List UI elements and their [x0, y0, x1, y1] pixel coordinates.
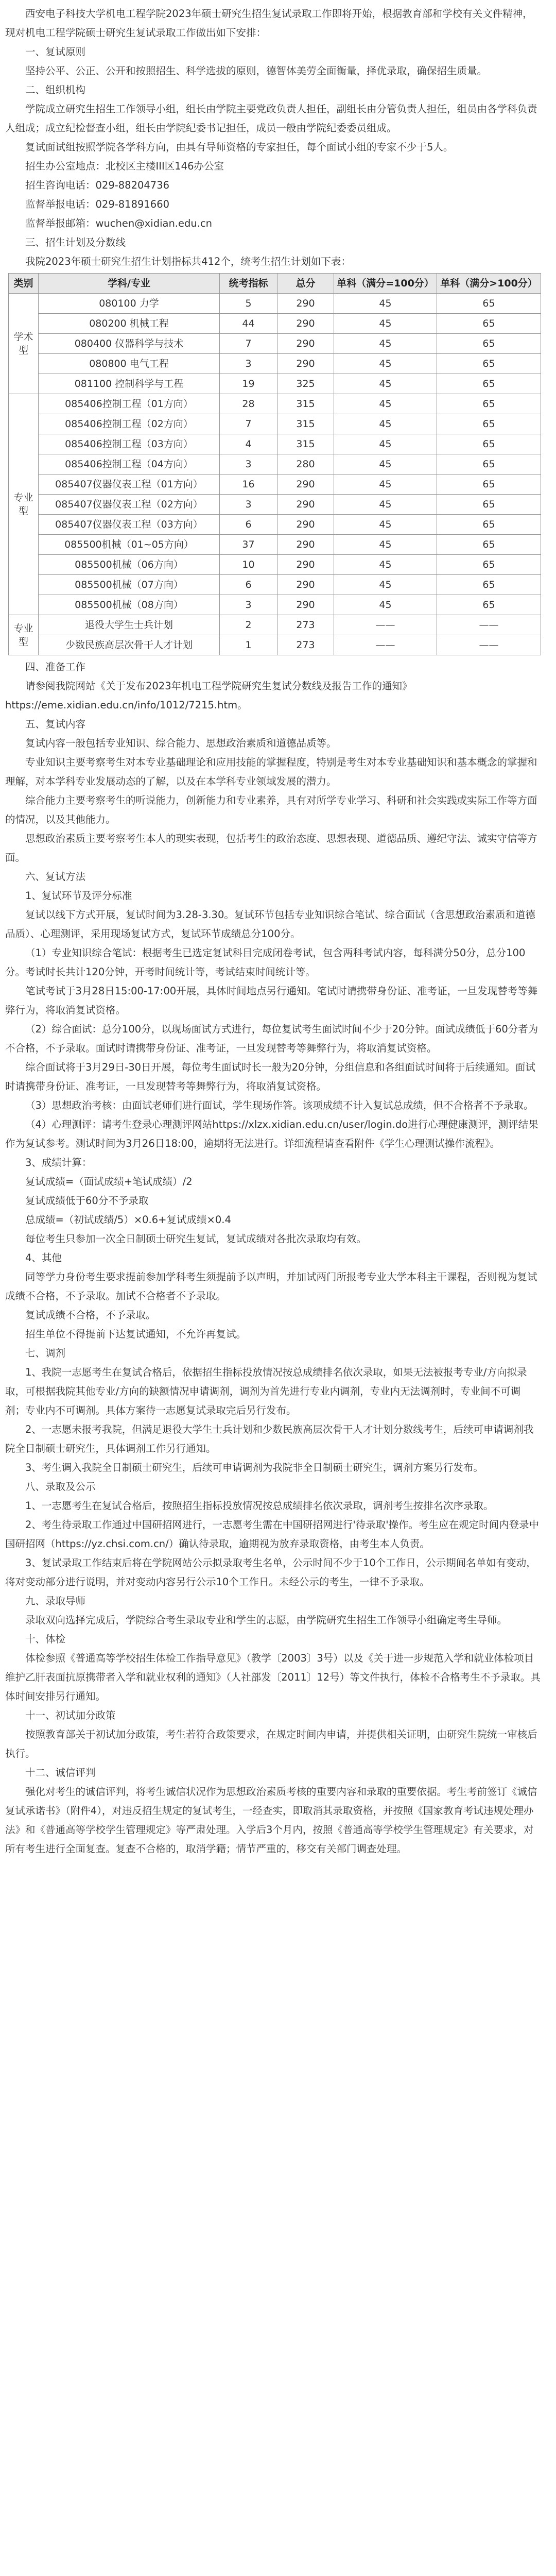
single-150-cell: 65 — [437, 575, 541, 595]
section-2-title: 二、组织机构 — [25, 84, 86, 96]
single-100-cell: 45 — [334, 575, 437, 595]
single-100-cell: 45 — [334, 474, 437, 495]
section-6-sub-3: 3、成绩计算： — [25, 1157, 92, 1168]
formula-retest-score: 复试成绩=（面试成绩+笔试成绩）/2 — [25, 1176, 193, 1188]
section-12-title: 十二、诚信评判 — [25, 1767, 96, 1778]
single-100-cell: 45 — [334, 334, 437, 354]
total-score-cell: 325 — [277, 374, 334, 394]
quota-cell: 2 — [220, 615, 277, 635]
quota-cell: 16 — [220, 474, 277, 495]
table-row — [9, 575, 541, 595]
table-row — [9, 595, 541, 615]
category-cell: 学术型 — [9, 294, 39, 394]
single-100-cell: —— — [334, 635, 437, 655]
section-6-paragraph-1: 复试以线下方式开展，复试时间为3.28-3.30。复试环节包括专业知识综合笔试、综合面试（含思想政治素质和道德品质）、心理测评，采用现场复试方式，复试环节成绩总分100分。 — [5, 909, 535, 940]
total-score-cell: 290 — [277, 354, 334, 374]
header-total: 总分 — [277, 274, 334, 294]
section-6-paragraph-9: 同等学力身份考生要求提前参加学科考生须提前予以声明，并加试两门所报考专业大学本科主干课程，否则视为复试成绩不合格，不予录取。加试不合格者不予录取。 — [5, 1271, 537, 1302]
total-score-cell: 273 — [277, 635, 334, 655]
section-6-title: 六、复试方法 — [25, 871, 86, 883]
total-score-cell: 273 — [277, 615, 334, 635]
single-150-cell: 65 — [437, 515, 541, 535]
section-6-paragraph-6: （3）思想政治考核：由面试老师们进行面试，学生现场作答。该项成绩不计入复试总成绩，但不合格者不予录取。 — [25, 1099, 534, 1111]
major-cell: 080400 仪器科学与技术 — [39, 334, 220, 354]
major-cell: 081100 控制科学与工程 — [39, 374, 220, 394]
section-8-paragraph-1: 1、一志愿考生在复试合格后，按照招生指标投放情况按总成绩排名依次录取，调剂考生按排名次序录取。 — [25, 1500, 494, 1512]
total-score-cell: 290 — [277, 334, 334, 354]
major-cell: 085500机械（01~05方向） — [39, 535, 220, 555]
section-7-paragraph-1: 1、我院一志愿考生在复试合格后，依据招生指标投放情况按总成绩排名依次录取，如果无法被报考专业/方向拟录取，可根据我院其他专业/方向的缺额情况申请调剂，调剂为首先进行专业内调剂，专业内无法调剂时，专业间不可调剂；专业内不可调剂。具体方案待一志愿复试录取完后另行发布。 — [5, 1366, 527, 1416]
total-score-cell: 290 — [277, 474, 334, 495]
quota-cell: 6 — [220, 515, 277, 535]
section-2-paragraph-2: 复试面试组按照学院各学科方向，由具有导师资格的专家担任，每个面试小组的专家不少于5人。 — [25, 141, 454, 153]
table-row — [9, 635, 541, 655]
single-150-cell: 65 — [437, 434, 541, 454]
section-5-paragraph-3: 综合能力主要考察考生的听说能力，创新能力和专业素养，具有对所学专业学习、科研和社会实践或实际工作等方面的情况，以及其他能力。 — [5, 794, 537, 825]
formula-total-score: 总成绩=（初试成绩/5）×0.6+复试成绩×0.4 — [25, 1214, 231, 1226]
report-email[interactable]: 监督举报邮箱：wuchen@xidian.edu.cn — [25, 217, 213, 229]
section-5-paragraph-1: 复试内容一般包括专业知识、综合能力、思想政治素质和道德品质等。 — [25, 737, 337, 749]
single-150-cell: 65 — [437, 495, 541, 515]
table-row — [9, 555, 541, 575]
report-phone: 监督举报电话：029-81891660 — [25, 198, 170, 210]
intro-paragraph: 西安电子科技大学机电工程学院2023年硕士研究生招生复试录取工作即将开始，根据教育部和学校有关文件精神，现对机电工程学院硕士研究生复试录取工作做出如下安排： — [5, 8, 533, 39]
quota-cell: 7 — [220, 334, 277, 354]
enrollment-plan-table — [8, 273, 541, 655]
total-score-cell: 290 — [277, 495, 334, 515]
total-score-cell: 290 — [277, 535, 334, 555]
section-5-title: 五、复试内容 — [25, 718, 86, 730]
section-6-paragraph-11: 招生单位不得提前下达复试通知，不允许再复试。 — [25, 1328, 247, 1340]
major-cell: 085407仪器仪表工程（01方向） — [39, 474, 220, 495]
single-100-cell: 45 — [334, 495, 437, 515]
section-9-paragraph: 录取双向选择完成后，学院综合考生录取专业和学生的志愿，由学院研究生招生工作领导小组确定考生导师。 — [25, 1614, 508, 1626]
section-3-title: 三、招生计划及分数线 — [25, 236, 126, 248]
single-100-cell: 45 — [334, 515, 437, 535]
table-row — [9, 294, 541, 314]
total-score-cell: 290 — [277, 595, 334, 615]
single-100-cell: 45 — [334, 535, 437, 555]
single-150-cell: 65 — [437, 595, 541, 615]
quota-cell: 19 — [220, 374, 277, 394]
quota-cell: 44 — [220, 314, 277, 334]
major-cell: 085406控制工程（03方向） — [39, 434, 220, 454]
section-6-paragraph-8: 每位考生只参加一次全日制硕士研究生复试，复试成绩对各批次录取均有效。 — [25, 1233, 367, 1245]
section-6-paragraph-3: 笔试考试于3月28日15:00-17:00开展，具体时间地点另行通知。笔试时请携带身份证、准考证，一旦发现替考等舞弊行为，将取消复试资格。 — [5, 985, 538, 1016]
section-12-paragraph: 强化对考生的诚信评判，将考生诚信状况作为思想政治素质考核的重要内容和录取的重要依据。考生考前签订《诚信复试承诺书》（附件4），对违反招生规定的复试考生，一经查实，即取消其录取资格，并按照《国家教育考试违规处理办法》和《普通高等学校学生管理规定》等严肃处理。入学后3个月内，按照《普通高等学校学生管理规定》有关要求，对所有考生进行全面复查。复查不合格的，取消学籍；情节严重的，移交有关部门调查处理。 — [5, 1786, 537, 1855]
single-150-cell: —— — [437, 615, 541, 635]
single-150-cell: 65 — [437, 294, 541, 314]
table-row — [9, 434, 541, 454]
section-6-paragraph-10: 复试成绩不合格，不予录取。 — [25, 1309, 156, 1321]
single-100-cell: 45 — [334, 354, 437, 374]
major-cell: 085407仪器仪表工程（02方向） — [39, 495, 220, 515]
section-4-title: 四、准备工作 — [25, 661, 86, 673]
major-cell: 080200 机械工程 — [39, 314, 220, 334]
total-score-cell: 290 — [277, 515, 334, 535]
single-150-cell: 65 — [437, 454, 541, 474]
total-score-cell: 290 — [277, 314, 334, 334]
quota-cell: 5 — [220, 294, 277, 314]
table-row — [9, 454, 541, 474]
section-5-paragraph-4: 思想政治素质主要考察考生本人的现实表现，包括考生的政治态度、思想表现、道德品质、遵纪守法、诚实守信等方面。 — [5, 833, 537, 863]
section-6-sub-1: 1、复试环节及评分标准 — [25, 890, 132, 902]
total-score-cell: 315 — [277, 394, 334, 414]
single-150-cell: 65 — [437, 314, 541, 334]
quota-cell: 1 — [220, 635, 277, 655]
section-7-title: 七、调剂 — [25, 1347, 66, 1359]
section-5-paragraph-2: 专业知识主要考察考生对本专业基础理论和应用技能的掌握程度，特别是考生对本专业基础知识和基本概念的掌握和理解，对本学科专业发展动态的了解，以及在本学科专业领域发展的潜力。 — [5, 756, 537, 787]
section-1-title: 一、复试原则 — [25, 46, 86, 58]
section-10-paragraph: 体检参照《普通高等学校招生体检工作指导意见》（教学〔2003〕3号）以及《关于进一步规范入学和就业体检项目维护乙肝表面抗原携带者入学和就业权利的通知》（人社部发〔2011〕12号）等文件执行，体检不合格考生不予录取。具体时间安排另行通知。 — [5, 1652, 541, 1702]
section-2-paragraph-1: 学院成立研究生招生工作领导小组，组长由学院主要党政负责人担任，副组长由分管负责人担任，组员由各学科负责人组成；成立纪检督查小组，组长由学院纪委书记担任，成员一般由学院纪委委员组成。 — [5, 103, 537, 134]
major-cell: 085500机械（07方向） — [39, 575, 220, 595]
table-row — [9, 535, 541, 555]
section-6-paragraph-5: 综合面试将于3月29日-30日开展，每位考生面试时长一般为20分钟，分组信息和各组面试时间将于后续通知。面试时请携带身份证、准考证，一旦发现替考等舞弊行为，将取消复试资格。 — [5, 1061, 535, 1092]
section-4-paragraph[interactable]: 请参阅我院网站《关于发布2023年机电工程学院研究生复试分数线及报告工作的通知》https://eme.xidian.edu.cn/info/1012/7215.htm。 — [5, 680, 412, 711]
single-100-cell: 45 — [334, 555, 437, 575]
major-cell: 085500机械（06方向） — [39, 555, 220, 575]
single-100-cell: 45 — [334, 454, 437, 474]
table-row — [9, 515, 541, 535]
major-cell: 085406控制工程（01方向） — [39, 394, 220, 414]
single-100-cell: 45 — [334, 314, 437, 334]
total-score-cell: 290 — [277, 294, 334, 314]
single-100-cell: 45 — [334, 414, 437, 434]
single-150-cell: 65 — [437, 414, 541, 434]
quota-cell: 28 — [220, 394, 277, 414]
quota-cell: 6 — [220, 575, 277, 595]
section-3-paragraph: 我院2023年硕士研究生招生计划指标共412个，统考生招生计划如下表： — [25, 256, 351, 267]
formula-retest-threshold: 复试成绩低于60分不予录取 — [25, 1195, 149, 1207]
category-cell: 专业型 — [9, 615, 39, 655]
single-150-cell: 65 — [437, 535, 541, 555]
section-6-paragraph-7[interactable]: （4）心理测评：请考生登录心理测评网站https://xlzx.xidian.edu.cn/user/login.do进行心理健康测评，测评结果作为复试参考。测试时间为3月26日18:00，逾期将无法进行。详细流程请查看附件《学生心理测试操作流程》。 — [5, 1118, 538, 1149]
major-cell: 085406控制工程（02方向） — [39, 414, 220, 434]
single-100-cell: 45 — [334, 394, 437, 414]
total-score-cell: 290 — [277, 555, 334, 575]
header-quota: 统考指标 — [220, 274, 277, 294]
major-cell: 少数民族高层次骨干人才计划 — [39, 635, 220, 655]
section-11-paragraph: 按照教育部关于初试加分政策，考生若符合政策要求，在规定时间内申请，并提供相关证明，由研究生院统一审核后执行。 — [5, 1728, 537, 1759]
section-8-paragraph-2[interactable]: 2、考生待录取工作通过中国研招网进行，一志愿考生需在中国研招网进行'待录取'操作。考生应在规定时间内登录中国研招网（https://yz.chsi.com.cn/）确认待录取，逾期视为放弃录取资格，由考生本人负责。 — [5, 1519, 540, 1550]
section-6-sub-4: 4、其他 — [25, 1252, 62, 1264]
quota-cell: 3 — [220, 354, 277, 374]
table-row — [9, 615, 541, 635]
single-100-cell: —— — [334, 615, 437, 635]
category-cell: 专业型 — [9, 394, 39, 615]
section-8-title: 八、录取及公示 — [25, 1481, 96, 1493]
header-single-100: 单科（满分=100分） — [334, 274, 437, 294]
single-150-cell: 65 — [437, 374, 541, 394]
total-score-cell: 280 — [277, 454, 334, 474]
section-9-title: 九、录取导师 — [25, 1595, 86, 1607]
quota-cell: 3 — [220, 454, 277, 474]
section-7-paragraph-2: 2、一志愿未报考我院，但满足退役大学生士兵计划和少数民族高层次骨干人才计划分数线考生，后续可申请调剂我院全日制硕士研究生，具体调剂工作另行通知。 — [5, 1423, 534, 1454]
single-150-cell: 65 — [437, 394, 541, 414]
quota-cell: 37 — [220, 535, 277, 555]
consult-phone: 招生咨询电话：029-88204736 — [25, 179, 170, 191]
single-150-cell: —— — [437, 635, 541, 655]
quota-cell: 3 — [220, 595, 277, 615]
total-score-cell: 315 — [277, 414, 334, 434]
quota-cell: 3 — [220, 495, 277, 515]
section-7-paragraph-3: 3、考生调入我院全日制硕士研究生，后续可申请调剂为我院非全日制硕士研究生，调剂方案另行发布。 — [25, 1462, 483, 1473]
table-row — [9, 474, 541, 495]
table-row — [9, 394, 541, 414]
table-row — [9, 354, 541, 374]
single-100-cell: 45 — [334, 374, 437, 394]
major-cell: 080800 电气工程 — [39, 354, 220, 374]
single-150-cell: 65 — [437, 354, 541, 374]
major-cell: 080100 力学 — [39, 294, 220, 314]
total-score-cell: 315 — [277, 434, 334, 454]
single-100-cell: 45 — [334, 294, 437, 314]
single-100-cell: 45 — [334, 595, 437, 615]
table-row — [9, 374, 541, 394]
table-row — [9, 314, 541, 334]
header-major: 学科/专业 — [39, 274, 220, 294]
table-row — [9, 334, 541, 354]
section-1-paragraph: 坚持公平、公正、公开和按照招生、科学选拔的原则，德智体美劳全面衡量，择优录取，确保招生质量。 — [25, 65, 488, 77]
single-100-cell: 45 — [334, 434, 437, 454]
header-single-150: 单科（满分>100分） — [437, 274, 541, 294]
quota-cell: 4 — [220, 434, 277, 454]
major-cell: 085500机械（08方向） — [39, 595, 220, 615]
section-10-title: 十、体检 — [25, 1633, 66, 1645]
office-address: 招生办公室地点：北校区主楼III区146办公室 — [25, 160, 224, 172]
quota-cell: 10 — [220, 555, 277, 575]
section-6-paragraph-4: （2）综合面试：总分100分，以现场面试方式进行，每位复试考生面试时间不少于20分钟。面试成绩低于60分者为不合格，不予录取。面试时请携带身份证、准考证，一旦发现替考等舞弊行为，将取消复试资格。 — [5, 1023, 538, 1054]
table-row — [9, 414, 541, 434]
total-score-cell: 290 — [277, 575, 334, 595]
major-cell: 退役大学生士兵计划 — [39, 615, 220, 635]
major-cell: 085407仪器仪表工程（03方向） — [39, 515, 220, 535]
single-150-cell: 65 — [437, 334, 541, 354]
single-150-cell: 65 — [437, 555, 541, 575]
major-cell: 085406控制工程（04方向） — [39, 454, 220, 474]
quota-cell: 7 — [220, 414, 277, 434]
section-11-title: 十一、初试加分政策 — [25, 1709, 116, 1721]
single-150-cell: 65 — [437, 474, 541, 495]
table-header-row — [9, 274, 541, 294]
header-category: 类别 — [9, 274, 39, 294]
table-row — [9, 495, 541, 515]
section-6-paragraph-2: （1）专业知识综合笔试：根据考生已选定复试科目完成闭卷考试，包含两科考试内容，每科满分50分，总分100分。考试时长共计120分钟，开考时间统计等，考试结束时间统计等。 — [5, 947, 526, 978]
section-8-paragraph-3: 3、复试录取工作结束后将在学院网站公示拟录取考生名单，公示时间不少于10个工作日，公示期间名单如有变动，将对变动部分进行说明，并对变动内容另行公示10个工作日。未经公示的考生，一律不予录取。 — [5, 1557, 536, 1588]
